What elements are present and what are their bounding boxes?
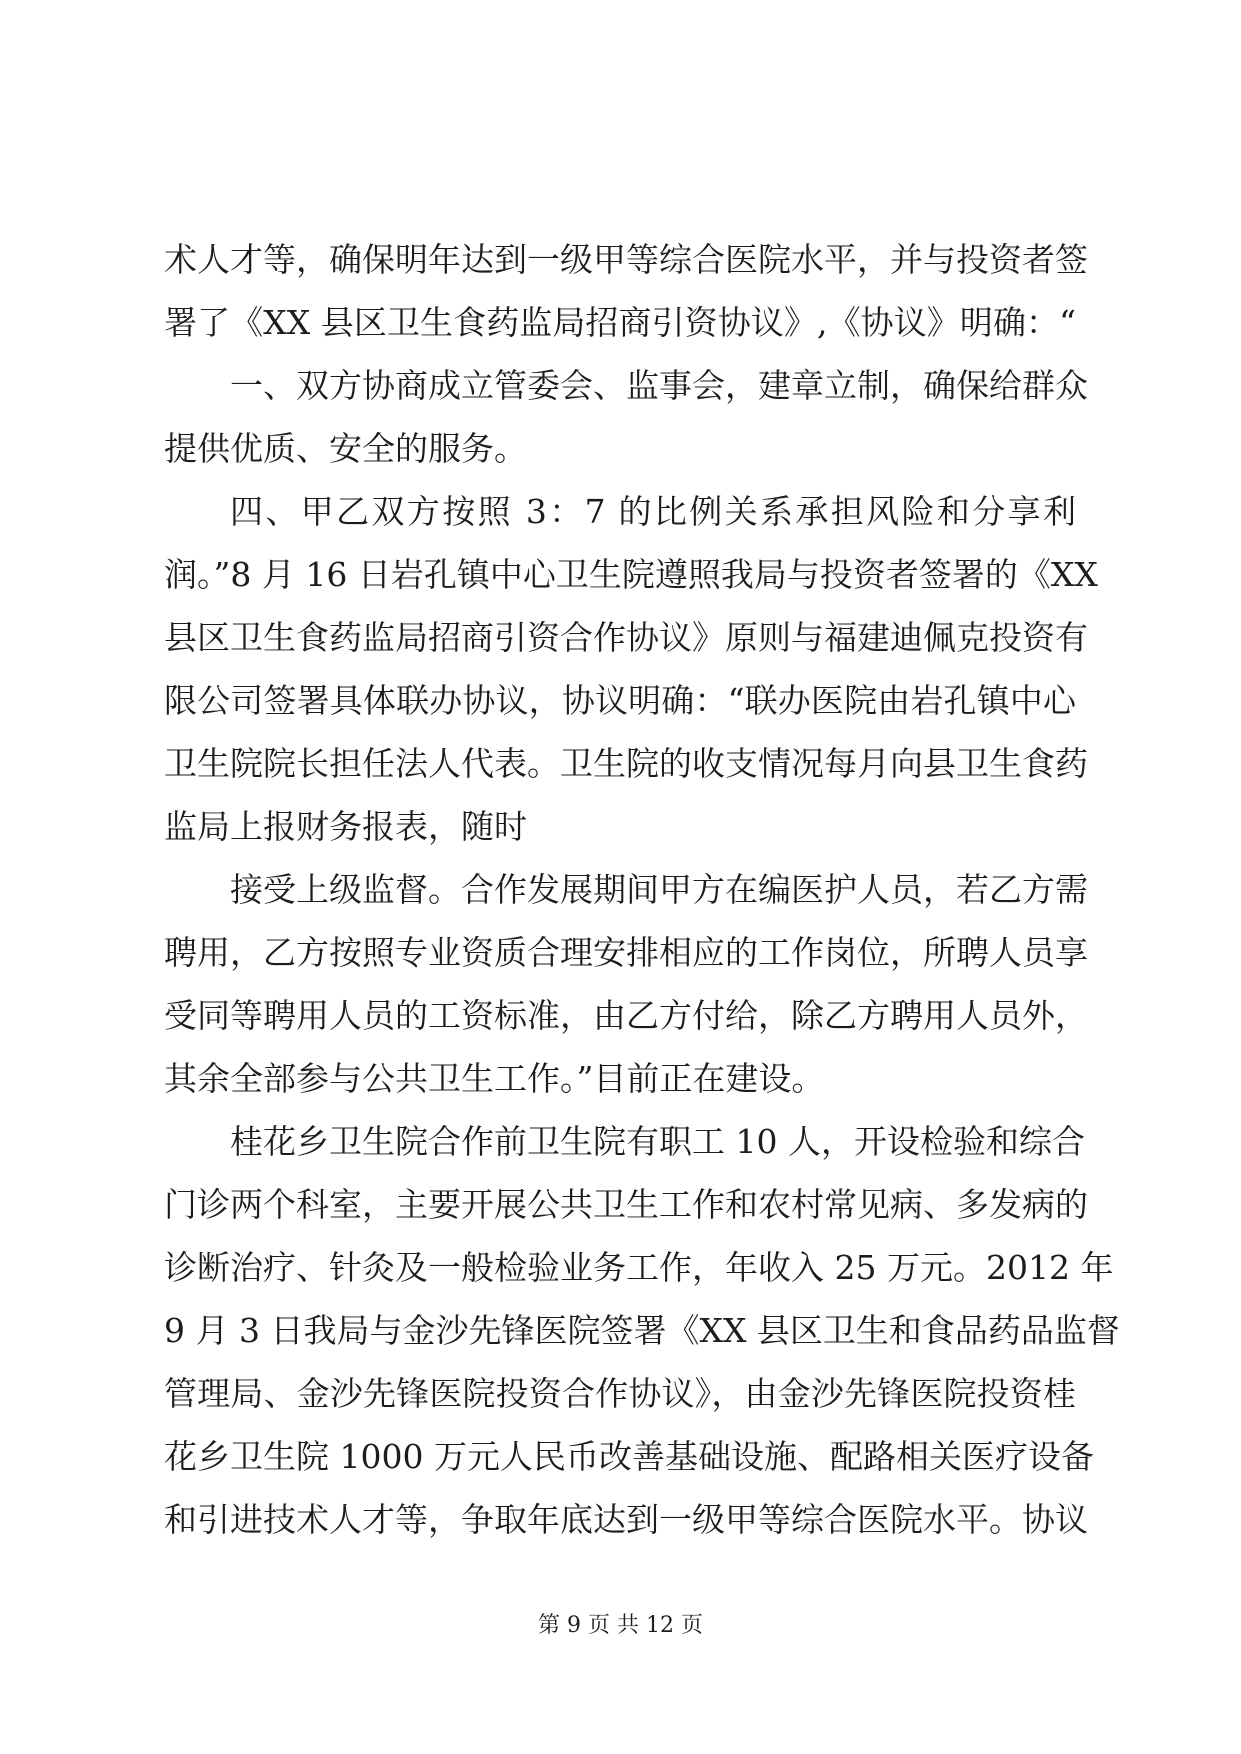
text-line-15: 桂花乡卫生院合作前卫生院有职工 10 人，开设检验和综合: [230, 1122, 1085, 1161]
text-line-18: 9 月 3 日我局与金沙先锋医院签署《XX 县区卫生和食品药品监督: [164, 1311, 1120, 1350]
text-line-9: 卫生院院长担任法人代表。卫生院的收支情况每月向县卫生食药: [164, 744, 1088, 783]
text-line-11: 接受上级监督。合作发展期间甲方在编医护人员，若乙方需: [230, 870, 1088, 909]
text-line-13: 受同等聘用人员的工资标准，由乙方付给，除乙方聘用人员外，: [164, 996, 1088, 1035]
text-line-2: 署了《XX 县区卫生食药监局招商引资协议》,《协议》明确：“: [164, 303, 1076, 342]
text-line-12: 聘用，乙方按照专业资质合理安排相应的工作岗位，所聘人员享: [164, 933, 1088, 972]
text-line-8: 限公司签署具体联办协议，协议明确：“联办医院由岩孔镇中心: [164, 681, 1076, 720]
text-line-10: 监局上报财务报表，随时: [164, 807, 527, 846]
text-line-17: 诊断治疗、针灸及一般检验业务工作，年收入 25 万元。2012 年: [164, 1248, 1114, 1287]
text-line-14: 其余全部参与公共卫生工作。”目前正在建设。: [164, 1059, 825, 1098]
page-footer: 第 9 页 共 12 页: [538, 1613, 703, 1638]
text-line-21: 和引进技术人才等，争取年底达到一级甲等综合医院水平。协议: [164, 1500, 1088, 1539]
text-line-16: 门诊两个科室，主要开展公共卫生工作和农村常见病、多发病的: [164, 1185, 1088, 1224]
text-line-20: 花乡卫生院 1000 万元人民币改善基础设施、配路相关医疗设备: [164, 1437, 1094, 1476]
text-line-7: 县区卫生食药监局招商引资合作协议》原则与福建迪佩克投资有: [164, 618, 1088, 657]
text-line-6: 润。”8 月 16 日岩孔镇中心卫生院遵照我局与投资者签署的《XX: [164, 555, 1098, 594]
text-line-1: 术人才等，确保明年达到一级甲等综合医院水平，并与投资者签: [164, 240, 1088, 279]
body-text: [164, 228, 1120, 1551]
text-line-3: 一、双方协商成立管委会、监事会，建章立制，确保给群众: [230, 366, 1088, 405]
text-line-19: 管理局、金沙先锋医院投资合作协议》，由金沙先锋医院投资桂: [164, 1374, 1076, 1413]
text-line-5: 四、甲乙双方按照 3：7 的比例关系承担风险和分享利: [230, 492, 1076, 531]
text-line-4: 提供优质、安全的服务。: [164, 429, 527, 468]
